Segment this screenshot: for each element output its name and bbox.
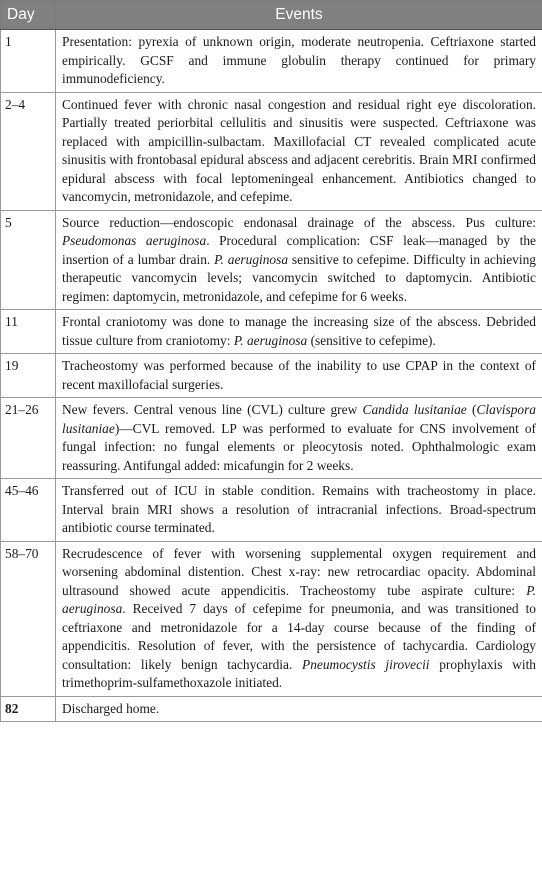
event-text: Frontal craniotomy was done to manage the increasing size of the abscess. Debrided tissue culture from craniotomy:: [62, 314, 536, 348]
day-cell: 5: [1, 210, 56, 310]
event-text: Presentation: pyrexia of unknown origin, moderate neutropenia. Ceftriaxone started empirically. GCSF and immune globulin therapy continued for primary immunodeficiency.: [62, 34, 536, 86]
day-cell: 19: [1, 354, 56, 398]
events-cell: [56, 92, 542, 210]
events-cell: [56, 310, 542, 354]
day-cell: 11: [1, 310, 56, 354]
column-header-day: Day: [1, 1, 56, 30]
header-row: [1, 1, 542, 30]
day-cell: 82: [1, 696, 56, 722]
table-row: [1, 541, 542, 696]
organism-name: P. aeruginosa: [214, 251, 289, 267]
event-text: (: [466, 402, 477, 417]
day-cell: 58–70: [1, 541, 56, 696]
event-text: Continued fever with chronic nasal congestion and residual right eye discoloration. Partially treated periorbital cellulitis and sinusitis were suspected. Ceftriaxone was replaced with ampicillin-sulbactam. Maxillofacial CT revealed complicated acute sinusitis with frontobasal epidural abscess and adjacent cerebritis. Brain MRI confirmed epidural abscess with focal leptomeningeal enhancement. Antibiotics changed to vancomycin, metronidazole, and cefepime.: [62, 96, 536, 204]
event-text: . Procedural complication: CSF leak—managed by the insertion of a lumbar drain.: [62, 233, 536, 267]
organism-name: P. aeruginosa: [62, 582, 536, 616]
column-header-events: Events: [56, 1, 542, 30]
events-cell: [56, 696, 542, 722]
events-cell: [56, 354, 542, 398]
event-text: Source reduction—endoscopic endonasal drainage of the abscess. Pus culture:: [62, 214, 536, 230]
day-cell: 1: [1, 30, 56, 93]
day-cell: 21–26: [1, 398, 56, 479]
table-row: [1, 398, 542, 479]
table-body: [1, 30, 542, 722]
events-cell: [56, 398, 542, 479]
table-row: [1, 479, 542, 542]
events-cell: [56, 541, 542, 696]
event-text: New fevers. Central venous line (CVL) culture grew: [62, 402, 363, 417]
table-row: [1, 210, 542, 310]
table-header: [1, 1, 542, 30]
event-text: (sensitive to cefepime).: [307, 332, 436, 348]
table-row: [1, 696, 542, 722]
events-cell: [56, 479, 542, 542]
event-text: Discharged home.: [62, 700, 160, 716]
event-text: prophylaxis with trimethoprim-sulfamethoxazole initiated.: [62, 656, 536, 690]
day-cell: 2–4: [1, 92, 56, 210]
organism-name: Pneumocystis jirovecii: [302, 656, 430, 672]
day-cell: 45–46: [1, 479, 56, 542]
event-text: Transferred out of ICU in stable condition. Remains with tracheostomy in place. Interval brain MRI shows a resolution of intracranial infections. Broad-spectrum antibiotic course terminated.: [62, 483, 536, 535]
table-row: [1, 92, 542, 210]
organism-name: Pseudomonas aeruginosa: [62, 233, 207, 248]
event-text: Tracheostomy was performed because of the inability to use CPAP in the context of recent maxillofacial surgeries.: [62, 358, 536, 392]
events-cell: [56, 210, 542, 310]
organism-name: Candida lusitaniae: [362, 402, 467, 417]
organism-name: P. aeruginosa: [233, 332, 308, 348]
table-row: [1, 354, 542, 398]
event-text: . Received 7 days of cefepime for pneumonia, and was transitioned to ceftriaxone and metronidazole for a 14-day course because of the finding of appendicitis. Resolution of fever, with the persistence of tachycardia. Cardiology consultation: likely benign tachycardia.: [62, 601, 536, 672]
event-text: Recrudescence of fever with worsening supplemental oxygen requirement and worsening abdominal distention. Chest x-ray: new retrocardiac opacity. Abdominal ultrasound showed acute appendicitis. Tracheostomy tube aspirate culture:: [62, 545, 536, 598]
events-cell: [56, 30, 542, 93]
table-row: [1, 30, 542, 93]
table-row: [1, 310, 542, 354]
event-text: sensitive to cefepime. Difficulty in achieving therapeutic vancomycin levels; vancomycin switched to daptomycin. Antibiotic regimen: daptomycin, metronidazole, and cefepime for 6 weeks.: [62, 251, 536, 304]
event-text: )—CVL removed. LP was performed to evaluate for CNS involvement of fungal infection: no fungal elements or pleocytosis noted. Ophthalmologic exam reassuring. Antifungal added: micafungin for 2 weeks.: [62, 420, 536, 473]
organism-name: Clavispora lusitaniae: [62, 402, 537, 436]
